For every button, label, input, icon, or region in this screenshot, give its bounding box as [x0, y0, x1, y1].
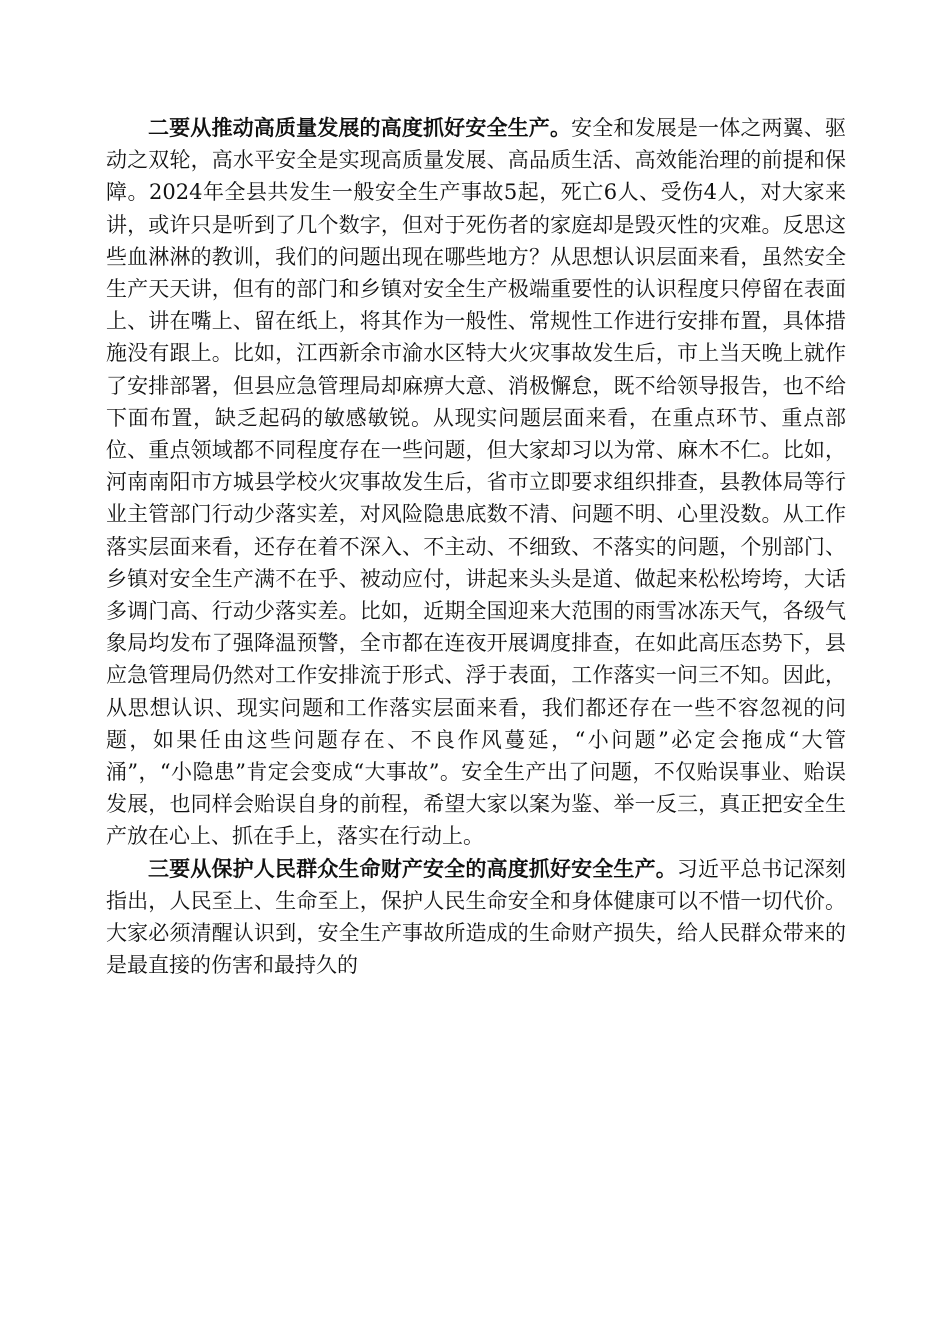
paragraph-3-heading: 三要从保护人民群众生命财产安全的高度抓好安全生产。 — [148, 856, 677, 881]
paragraph-2 — [106, 112, 846, 853]
document-body — [106, 112, 846, 981]
paragraph-2-body: 安全和发展是一体之两翼、驱动之双轮，高水平安全是实现高质量发展、高品质生活、高效能治理的前提和保障。2024年全县共发生一般安全生产事故5起，死亡6人、受伤4人，对大家来讲，或许只是听到了几个数字，但对于死伤者的家庭却是毁灭性的灾难。反思这些血淋淋的教训，我们的问题出现在哪些地方？从思想认识层面来看，虽然安全生产天天讲，但有的部门和乡镇对安全生产极端重要性的认识程度只停留在表面上、讲在嘴上、留在纸上，将其作为一般性、常规性工作进行安排布置，具体措施没有跟上。比如，江西新余市渝水区特大火灾事故发生后，市上当天晚上就作了安排部署，但县应急管理局却麻痹大意、消极懈怠，既不给领导报告，也不给下面布置，缺乏起码的敏感敏锐。从现实问题层面来看，在重点环节、重点部位、重点领域都不同程度存在一些问题，但大家却习以为常、麻木不仁。比如，河南南阳市方城县学校火灾事故发生后，省市立即要求组织排查，县教体局等行业主管部门行动少落实差，对风险隐患底数不清、问题不明、心里没数。从工作落实层面来看，还存在着不深入、不主动、不细致、不落实的问题，个别部门、乡镇对安全生产满不在乎、被动应付，讲起来头头是道、做起来松松垮垮，大话多调门高、行动少落实差。比如，近期全国迎来大范围的雨雪冰冻天气，各级气象局均发布了强降温预警，全市都在连夜开展调度排查，在如此高压态势下，县应急管理局仍然对工作安排流于形式、浮于表面，工作落实一问三不知。因此，从思想认识、现实问题和工作落实层面来看，我们都还存在一些不容忽视的问题，如果任由这些问题存在、不良作风蔓延，“小问题”必定会拖成“大管涌”，“小隐患”肯定会变成“大事故”。安全生产出了问题，不仅贻误事业、贻误发展，也同样会贻误自身的前程，希望大家以案为鉴、举一反三，真正把安全生产放在心上、抓在手上，落实在行动上。 — [106, 116, 846, 849]
paragraph-3-body: 习近平总书记深刻指出，人民至上、生命至上，保护人民生命安全和身体健康可以不惜一切代价。大家必须清醒认识到，安全生产事故所造成的生命财产损失，给人民群众带来的是最直接的伤害和最持久的 — [106, 856, 846, 978]
paragraph-3 — [106, 853, 846, 982]
paragraph-2-heading: 二要从推动高质量发展的高度抓好安全生产。 — [148, 116, 572, 140]
